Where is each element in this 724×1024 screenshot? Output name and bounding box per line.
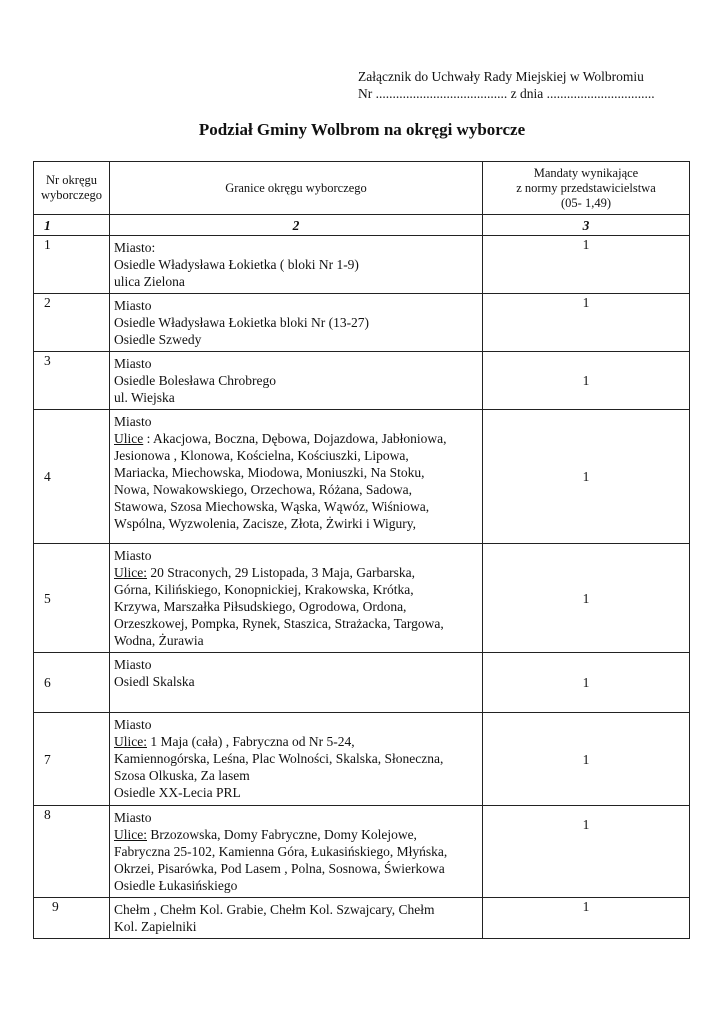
streets-label: Ulice: xyxy=(114,827,147,842)
table-row xyxy=(34,294,690,352)
district-number: 1 xyxy=(34,236,110,294)
table-row xyxy=(34,352,690,410)
district-number: 2 xyxy=(34,294,110,352)
district-number: 5 xyxy=(34,544,110,653)
district-boundaries: Miasto Osiedl Skalska xyxy=(110,653,483,713)
district-boundaries: Miasto: Osiedle Władysława Łokietka ( bloki Nr 1-9) ulica Zielona xyxy=(110,236,483,294)
column-number-row xyxy=(34,215,690,236)
table-row xyxy=(34,544,690,653)
streets-label: Ulice: xyxy=(114,565,147,580)
district-mandates: 1 xyxy=(483,236,690,294)
district-boundaries: Miasto Osiedle Bolesława Chrobrego ul. Wiejska xyxy=(110,352,483,410)
column-number-2: 2 xyxy=(110,215,483,236)
column-number-1: 1 xyxy=(34,215,110,236)
district-boundaries: Miasto Ulice: 20 Straconych, 29 Listopada, 3 Maja, Garbarska, Górna, Kilińskiego, Konopnickiej, Krakowska, Krótka, Krzywa, Marszałka Piłsudskiego, Ogrodowa, Ordona, Orzeszkowej, Pompka, Rynek, Staszica, Strażacka, Targowa, Wodna, Żurawia xyxy=(110,544,483,653)
district-mandates: 1 xyxy=(483,898,690,939)
district-mandates: 1 xyxy=(483,806,690,898)
table-row xyxy=(34,713,690,806)
streets-label: Ulice: xyxy=(114,734,147,749)
table-row xyxy=(34,236,690,294)
district-number: 6 xyxy=(34,653,110,713)
attachment-note xyxy=(358,68,655,102)
district-mandates: 1 xyxy=(483,294,690,352)
district-boundaries: Miasto Osiedle Władysława Łokietka bloki Nr (13-27) Osiedle Szwedy xyxy=(110,294,483,352)
district-number: 4 xyxy=(34,410,110,544)
header-district-number: Nr okręgu wyborczego xyxy=(34,162,110,215)
district-number: 9 xyxy=(34,898,110,939)
district-boundaries: Miasto Ulice : Akacjowa, Boczna, Dębowa, Dojazdowa, Jabłoniowa, Jesionowa , Klonowa, Kościelna, Kościuszki, Lipowa, Mariacka, Miechowska, Miodowa, Moniuszki, Na Stoku, Nowa, Nowakowskiego, Orzechowa, Różana, Sadowa, Stawowa, Szosa Miechowska, Wąska, Wąwóz, Wiśniowa, Wspólna, Wyzwolenia, Zacisze, Złota, Żwirki i Wigury, xyxy=(110,410,483,544)
table-row xyxy=(34,898,690,939)
districts-table xyxy=(33,161,690,939)
table-row xyxy=(34,410,690,544)
district-mandates: 1 xyxy=(483,544,690,653)
attachment-line-2: Nr ....................................... z dnia ................................ xyxy=(358,86,655,101)
table-row xyxy=(34,806,690,898)
district-mandates: 1 xyxy=(483,410,690,544)
header-district-boundaries: Granice okręgu wyborczego xyxy=(110,162,483,215)
district-boundaries: Miasto Ulice: Brzozowska, Domy Fabryczne, Domy Kolejowe, Fabryczna 25-102, Kamienna Góra, Łukasińskiego, Młyńska, Okrzei, Pisarówka, Pod Lasem , Polna, Sosnowa, Świerkowa Osiedle Łukasińskiego xyxy=(110,806,483,898)
streets-label: Ulice xyxy=(114,431,144,446)
district-boundaries: Miasto Ulice: 1 Maja (cała) , Fabryczna od Nr 5-24, Kamiennogórska, Leśna, Plac Wolności, Skalska, Słoneczna, Szosa Olkuska, Za lasem Osiedle XX-Lecia PRL xyxy=(110,713,483,806)
district-number: 8 xyxy=(34,806,110,898)
district-mandates: 1 xyxy=(483,653,690,713)
table-header-row xyxy=(34,162,690,215)
header-mandates: Mandaty wynikające z normy przedstawicielstwa (05- 1,49) xyxy=(483,162,690,215)
table-row xyxy=(34,653,690,713)
district-mandates: 1 xyxy=(483,713,690,806)
page-title: Podział Gminy Wolbrom na okręgi wyborcze xyxy=(198,120,526,139)
district-mandates: 1 xyxy=(483,352,690,410)
district-boundaries: Chełm , Chełm Kol. Grabie, Chełm Kol. Szwajcary, Chełm Kol. Zapielniki xyxy=(110,898,483,939)
attachment-line-1: Załącznik do Uchwały Rady Miejskiej w Wolbromiu xyxy=(358,69,644,84)
district-number: 7 xyxy=(34,713,110,806)
district-number: 3 xyxy=(34,352,110,410)
column-number-3: 3 xyxy=(483,215,690,236)
